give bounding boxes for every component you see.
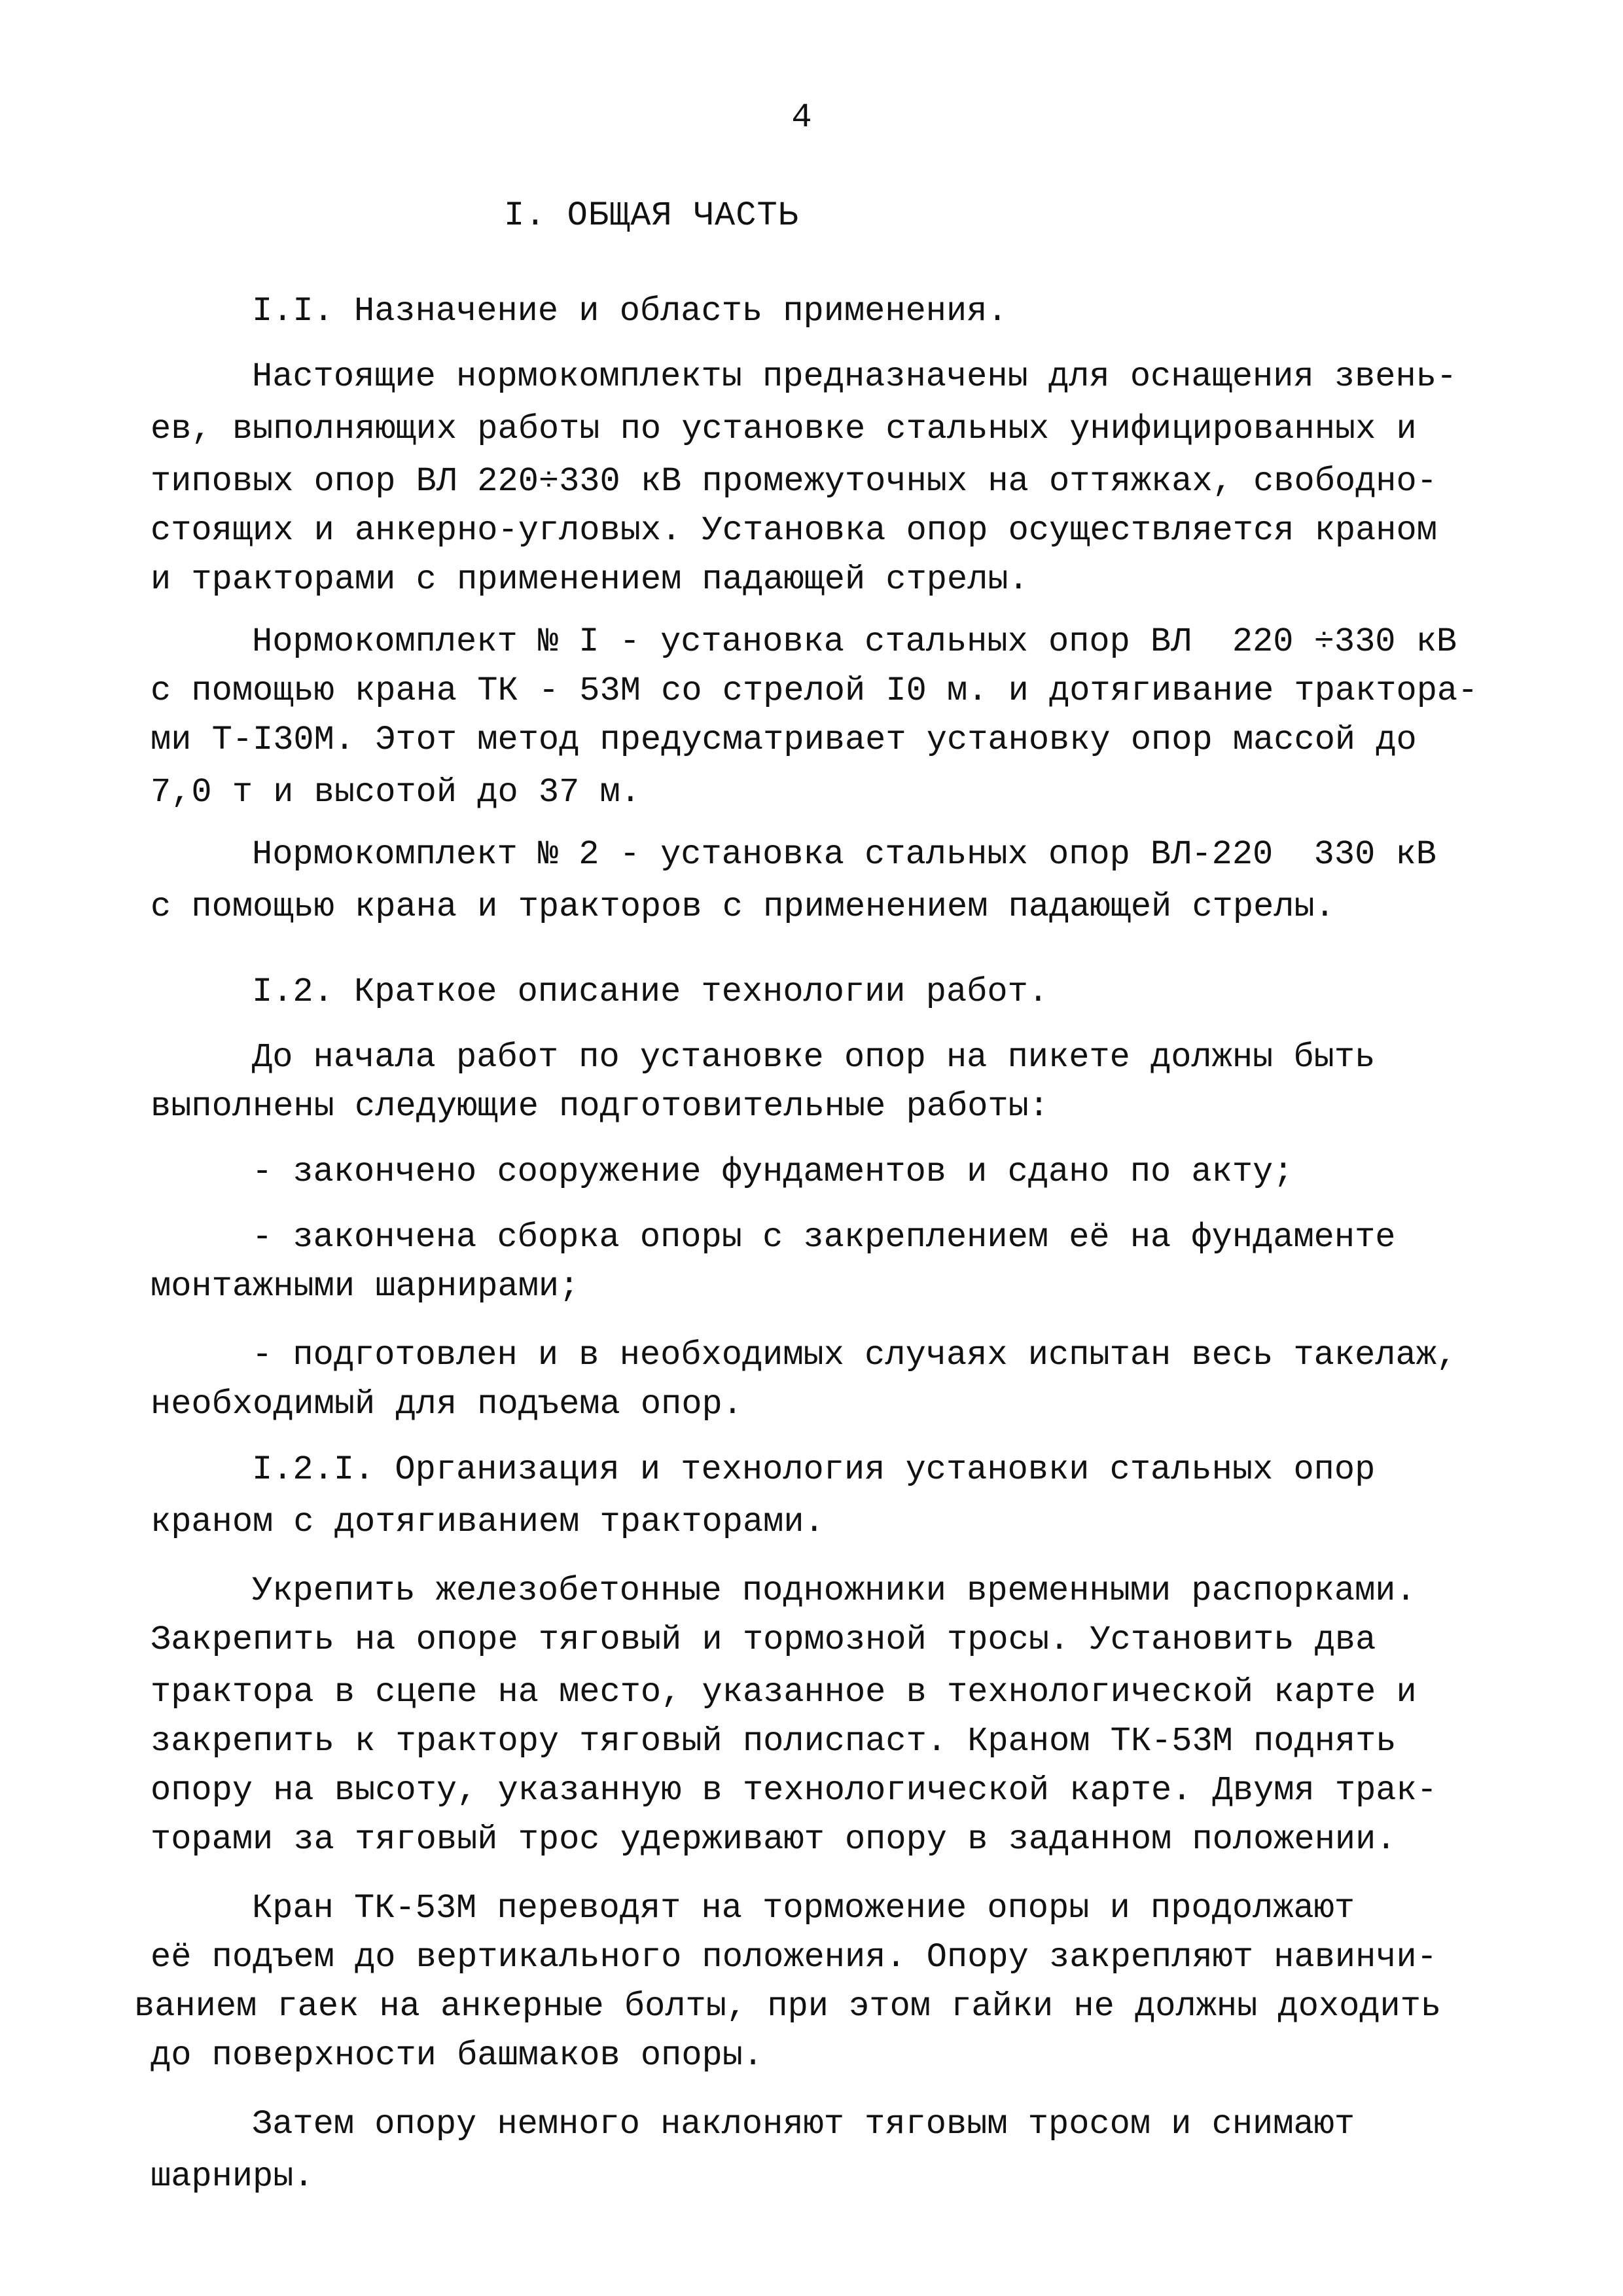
paragraph-line: выполнены следующие подготовительные работы:	[151, 1087, 1050, 1126]
paragraph-line: ев, выполняющих работы по установке стальных унифицированных и	[151, 410, 1417, 448]
paragraph-line: до поверхности башмаков опоры.	[151, 2036, 764, 2075]
paragraph-line: Закрепить на опоре тяговый и тормозной тросы. Установить два	[151, 1621, 1376, 1659]
paragraph-line: трактора в сцепе на место, указанное в технологической карте и	[151, 1673, 1417, 1712]
paragraph-line: её подъем до вертикального положения. Опору закрепляют навинчи-	[151, 1938, 1437, 1977]
paragraph-line: закрепить к трактору тяговый полиспаст. Краном ТК-53М поднять	[151, 1722, 1397, 1761]
paragraph-line: ми Т-I30М. Этот метод предусматривает установку опор массой до	[151, 721, 1417, 759]
subsection-heading-1-2-1: I.2.I. Организация и технология установки стальных опор	[252, 1450, 1376, 1489]
list-item: - закончена сборка опоры с закреплением её на фундаменте	[252, 1218, 1396, 1257]
subsection-heading-1-2: I.2. Краткое описание технологии работ.	[252, 973, 1048, 1011]
paragraph-line: типовых опор ВЛ 220÷330 кВ промежуточных на оттяжках, свободно-	[151, 462, 1437, 501]
subsection-heading-1-1: I.I. Назначение и область применения.	[252, 292, 1008, 331]
paragraph-line: опору на высоту, указанную в технологической карте. Двумя трак-	[151, 1771, 1437, 1810]
list-item: - закончено сооружение фундаментов и сдано по акту;	[252, 1153, 1294, 1191]
paragraph-line: шарниры.	[151, 2157, 314, 2196]
paragraph-line: торами за тяговый трос удерживают опору в заданном положении.	[151, 1820, 1397, 1859]
paragraph-line: Нормокомплект № I - установка стальных опор ВЛ 220 ÷330 кВ	[252, 622, 1457, 661]
paragraph-line: с помощью крана и тракторов с применением падающей стрелы.	[151, 888, 1335, 926]
paragraph-line: Нормокомплект № 2 - установка стальных опор ВЛ-220 330 кВ	[252, 835, 1436, 874]
list-item: - подготовлен и в необходимых случаях испытан весь такелаж,	[252, 1336, 1457, 1374]
page-number: 4	[791, 98, 812, 137]
section-title: I. ОБЩАЯ ЧАСТЬ	[504, 196, 799, 235]
paragraph-line: ванием гаек на анкерные болты, при этом гайки не должны доходить	[134, 1987, 1442, 2026]
paragraph-line: Кран ТК-53М переводят на торможение опоры и продолжают	[252, 1889, 1355, 1928]
paragraph-line: и тракторами с применением падающей стрелы.	[151, 560, 1029, 599]
paragraph-line: До начала работ по установке опор на пикете должны быть	[252, 1038, 1376, 1077]
list-item-continuation: монтажными шарнирами;	[151, 1267, 580, 1306]
paragraph-line: Настоящие нормокомплекты предназначены для оснащения звень-	[252, 357, 1457, 396]
paragraph-line: 7,0 т и высотой до 37 м.	[151, 773, 641, 812]
list-item-continuation: необходимый для подъема опор.	[151, 1385, 743, 1424]
paragraph-line: Укрепить железобетонные подножники временными распорками.	[252, 1571, 1416, 1610]
subsection-heading-continuation: краном с дотягиванием тракторами.	[151, 1503, 825, 1541]
paragraph-line: стоящих и анкерно-угловых. Установка опор осуществляется краном	[151, 511, 1437, 550]
paragraph-line: с помощью крана ТК - 53М со стрелой I0 м. и дотягивание трактора-	[151, 672, 1478, 710]
paragraph-line: Затем опору немного наклоняют тяговым тросом и снимают	[252, 2105, 1355, 2144]
